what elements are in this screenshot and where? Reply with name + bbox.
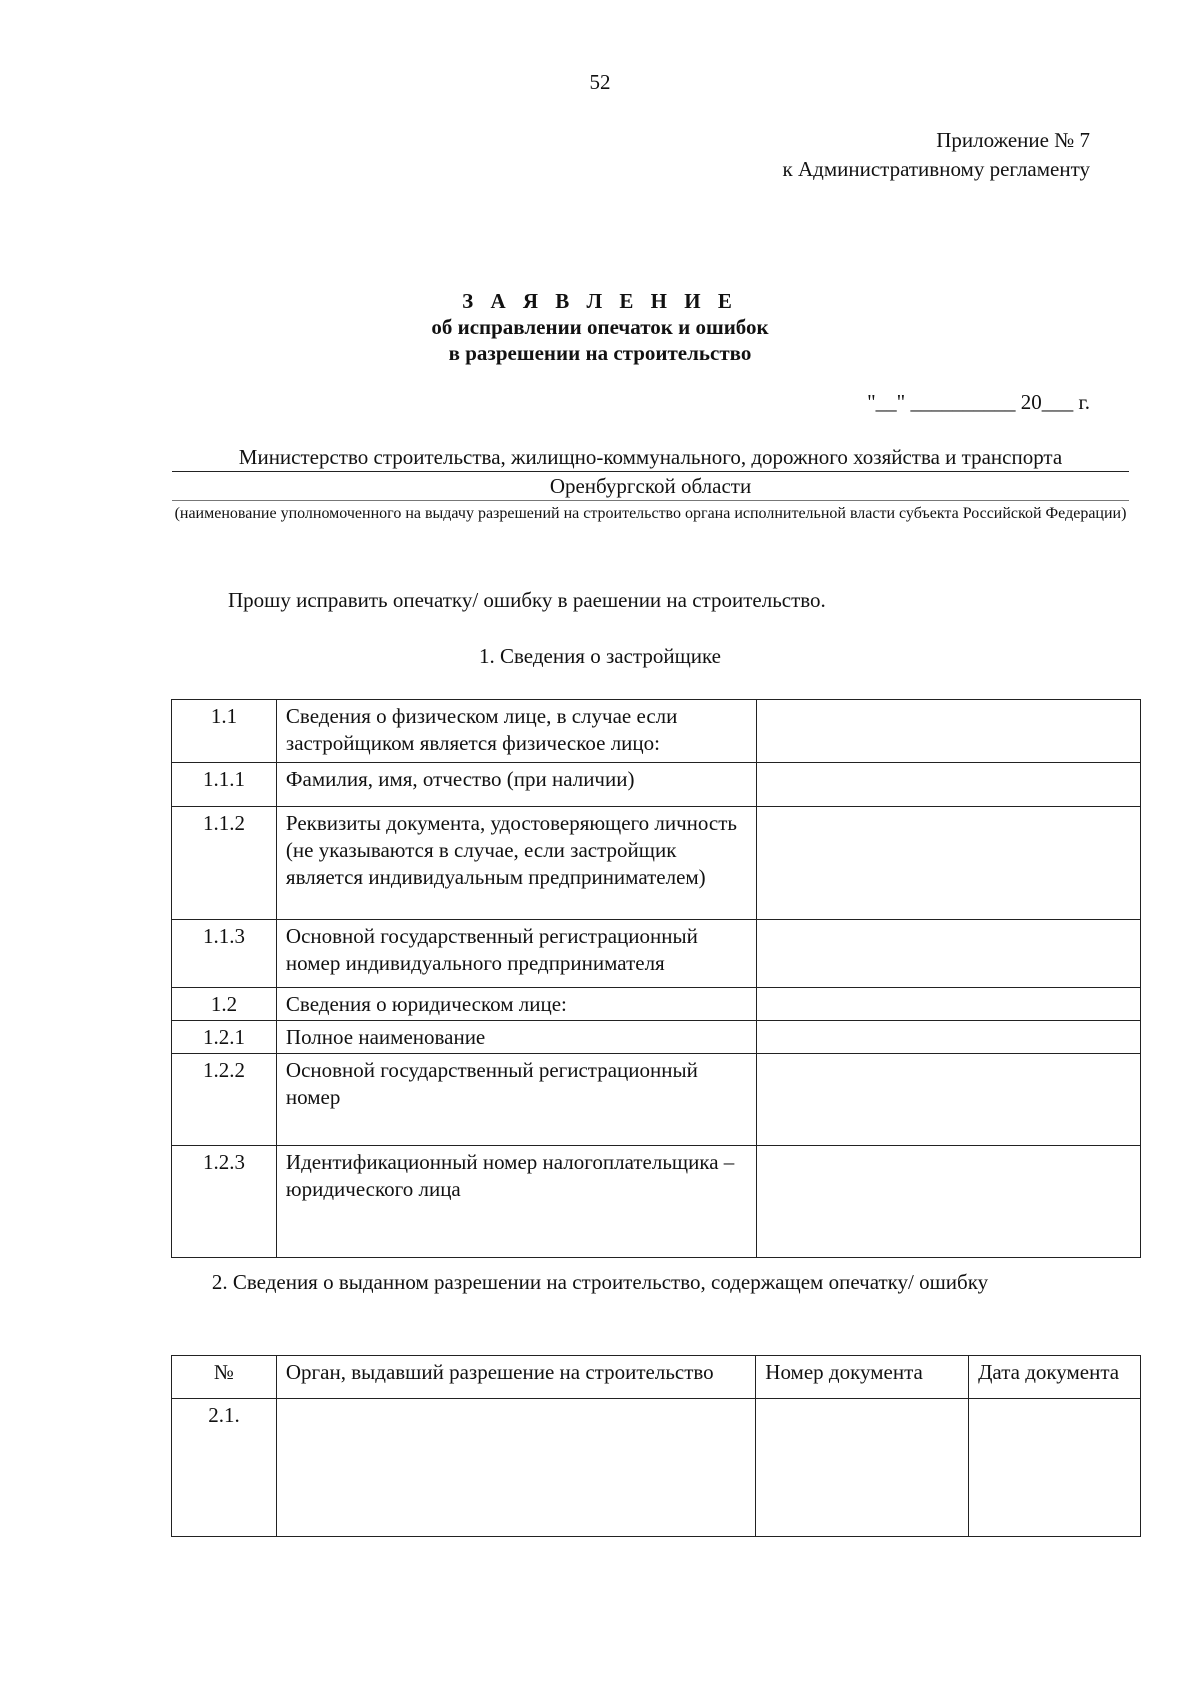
row-label: Полное наименование: [276, 1021, 756, 1054]
table-row: [172, 1054, 1141, 1146]
table-header-row: [172, 1356, 1141, 1399]
page-number: 52: [589, 70, 611, 94]
row-number: 1.1.3: [172, 920, 277, 988]
row-number: 1.1: [172, 700, 277, 763]
header-number: №: [172, 1356, 277, 1399]
row-number: 1.1.1: [172, 763, 277, 807]
row-number: 1.2.3: [172, 1146, 277, 1258]
table-row: [172, 1021, 1141, 1054]
row-value[interactable]: [756, 1146, 1140, 1258]
row-number: 1.2: [172, 988, 277, 1021]
row-doc-date[interactable]: [969, 1399, 1141, 1537]
table-row: [172, 763, 1141, 807]
header-doc-number: Номер документа: [756, 1356, 969, 1399]
row-number: 1.1.2: [172, 807, 277, 920]
row-label: Основной государственный регистрационный номер: [276, 1054, 756, 1146]
row-authority[interactable]: [276, 1399, 755, 1537]
row-label: Идентификационный номер налогоплательщика – юридического лица: [276, 1146, 756, 1258]
row-value[interactable]: [756, 920, 1140, 988]
appendix-line1: Приложение № 7: [936, 128, 1090, 152]
row-number: 1.2.2: [172, 1054, 277, 1146]
authority-line2: Оренбургской области: [172, 472, 1129, 501]
developer-info-table: [171, 699, 1141, 1258]
request-text: Прошу исправить опечатку/ ошибку в раешении на строительство.: [228, 588, 826, 612]
header-authority: Орган, выдавший разрешение на строительство: [276, 1356, 755, 1399]
row-doc-number[interactable]: [756, 1399, 969, 1537]
date-line: "__" __________ 20___ г.: [867, 390, 1090, 414]
table-row: [172, 1399, 1141, 1537]
authority-block: [172, 444, 1129, 524]
table-row: [172, 920, 1141, 988]
appendix-line2: к Административному регламенту: [782, 157, 1090, 181]
authority-line1: Министерство строительства, жилищно-коммунального, дорожного хозяйства и транспорта: [172, 444, 1129, 472]
row-label: Фамилия, имя, отчество (при наличии): [276, 763, 756, 807]
row-value[interactable]: [756, 700, 1140, 763]
document-title: [0, 288, 1200, 366]
row-value[interactable]: [756, 807, 1140, 920]
title-main: З А Я В Л Е Н И Е: [462, 289, 738, 313]
authority-caption: (наименование уполномоченного на выдачу разрешений на строительство органа исполнительной власти субъекта Российской Федерации): [174, 505, 1127, 522]
title-line2: об исправлении опечаток и ошибок: [431, 315, 769, 339]
row-value[interactable]: [756, 1021, 1140, 1054]
title-line3: в разрешении на строительство: [448, 341, 752, 365]
table-row: [172, 700, 1141, 763]
table-row: [172, 1146, 1141, 1258]
table-row: [172, 807, 1141, 920]
row-number: 2.1.: [172, 1399, 277, 1537]
header-doc-date: Дата документа: [969, 1356, 1141, 1399]
section2-title: 2. Сведения о выданном разрешении на строительство, содержащем опечатку/ ошибку: [211, 1270, 989, 1294]
row-value[interactable]: [756, 988, 1140, 1021]
row-label: Реквизиты документа, удостоверяющего личность (не указываются в случае, если застройщик является индивидуальным предпринимателем): [276, 807, 756, 920]
row-label: Сведения о физическом лице, в случае если застройщиком является физическое лицо:: [276, 700, 756, 763]
permit-info-table: [171, 1355, 1141, 1537]
appendix-note: [590, 126, 1090, 184]
row-value[interactable]: [756, 763, 1140, 807]
row-label: Основной государственный регистрационный номер индивидуального предпринимателя: [276, 920, 756, 988]
row-label: Сведения о юридическом лице:: [276, 988, 756, 1021]
table-row: [172, 988, 1141, 1021]
row-value[interactable]: [756, 1054, 1140, 1146]
row-number: 1.2.1: [172, 1021, 277, 1054]
section1-title: 1. Сведения о застройщике: [478, 644, 721, 668]
